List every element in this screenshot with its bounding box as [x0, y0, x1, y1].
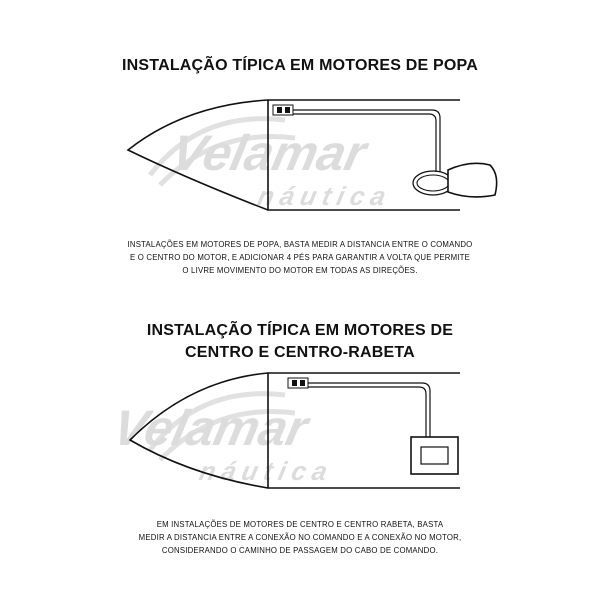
outboard-motor	[448, 163, 497, 197]
watermark-brand: Velamar	[108, 399, 313, 456]
cable-loop-inner	[417, 175, 449, 191]
outboard-installation-diagram	[0, 92, 600, 222]
watermark-sub: náutica	[196, 456, 337, 486]
section2-title-line: CENTRO E CENTRO-RABETA	[185, 344, 415, 361]
caption-line: O LIVRE MOVIMENTO DO MOTOR EM TODAS AS DIREÇÕES.	[182, 266, 418, 275]
inboard-engine-inner	[421, 447, 448, 464]
control-knob	[292, 380, 297, 386]
control-knob-2	[300, 380, 305, 386]
section2-title-line: INSTALAÇÃO TÍPICA EM MOTORES DE	[146, 322, 454, 339]
section1-title: INSTALAÇÃO TÍPICA EM MOTORES DE POPA	[122, 57, 478, 74]
section1-caption	[0, 238, 600, 277]
control-cable-2	[308, 387, 426, 437]
section2-caption	[0, 518, 600, 557]
control-knob-2	[285, 107, 290, 113]
caption-line: E O CENTRO DO MOTOR, E ADICIONAR 4 PÉS PARA GARANTIR A VOLTA QUE PERMITE	[129, 253, 471, 262]
caption-line: EM INSTALAÇÕES DE MOTORES DE CENTRO E CENTRO RABETA, BASTA	[156, 520, 444, 529]
section2-title	[0, 320, 600, 364]
watermark-brand: Velamar	[166, 124, 372, 181]
inboard-installation-diagram	[0, 368, 600, 508]
control-cable	[308, 383, 430, 437]
watermark-logo	[150, 119, 394, 211]
caption-line: CONSIDERANDO O CAMINHO DE PASSAGEM DO CABO DE COMANDO.	[161, 546, 439, 555]
control-knob	[277, 107, 282, 113]
caption-line: INSTALAÇÕES EM MOTORES DE POPA, BASTA MEDIR A DISTANCIA ENTRE O COMANDO	[127, 240, 473, 249]
watermark-logo	[108, 394, 336, 486]
watermark-sub: náutica	[255, 181, 395, 211]
caption-line: MEDIR A DISTANCIA ENTRE A CONEXÃO NO COMANDO E A CONEXÃO NO MOTOR,	[138, 533, 462, 542]
